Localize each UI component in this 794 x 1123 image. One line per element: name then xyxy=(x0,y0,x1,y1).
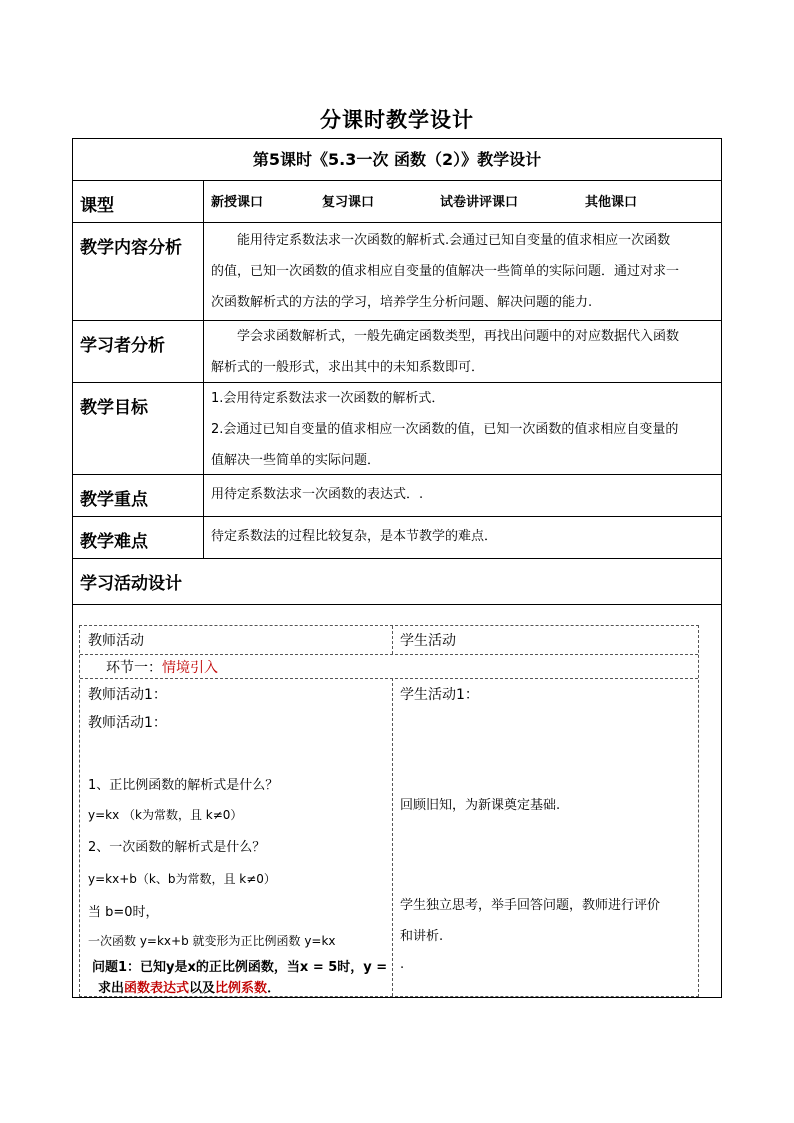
key-points-row xyxy=(73,475,721,517)
question-1-answer: y=kx （k为常数，且 k≠0） xyxy=(88,808,243,822)
student-activity-1: 学生活动1： xyxy=(400,687,479,703)
lesson-title: 第5课时《5.3一次 函数（2）》教学设计 xyxy=(252,150,542,169)
teacher-activity-1b: 教师活动1： xyxy=(88,715,167,731)
learner-line-1: 学会求函数解析式，一般先确定函数类型，再找出问题中的对应数据代入函数 xyxy=(237,329,680,344)
question-1: 1、正比例函数的解析式是什么？ xyxy=(88,778,279,793)
difficulties-row xyxy=(73,517,721,559)
objective-line-1: 1.会用待定系数法求一次函数的解析式． xyxy=(211,391,445,406)
student-review-text: 回顾旧知，为新课奠定基础. xyxy=(400,798,561,813)
problem-1-line-2 xyxy=(98,977,280,996)
function-expression: 函数表达式 xyxy=(124,981,190,996)
problem-mid: 以及 xyxy=(189,981,216,996)
activity-design-label: 学习活动设计 xyxy=(80,574,182,594)
objective-line-3: 值解决一些简单的实际问题． xyxy=(211,453,381,468)
document-title: 分课时教学设计 xyxy=(320,108,474,132)
teacher-activity-header: 教师活动 xyxy=(88,633,144,649)
course-type-row xyxy=(73,181,721,223)
activity-design-row xyxy=(73,559,721,605)
option-exam-review-lesson[interactable]: 试卷讲评课口 xyxy=(440,195,519,210)
lesson-plan-table xyxy=(72,138,722,998)
problem-end: ． xyxy=(267,981,281,996)
learner-analysis-label: 学习者分析 xyxy=(80,336,165,356)
learner-line-2: 解析式的一般形式，求出其中的未知系数即可． xyxy=(211,360,485,375)
content-analysis-text xyxy=(211,225,715,318)
objectives-label: 教学目标 xyxy=(80,398,148,418)
key-points-text: 用待定系数法求一次函数的表达式．. xyxy=(211,487,424,502)
question-2: 2、一次函数的解析式是什么？ xyxy=(88,840,266,855)
problem-1-line-1: 问题1：已知y是x的正比例函数，当x = 5时，y = xyxy=(92,960,388,975)
student-dot: . xyxy=(400,957,405,972)
lesson-title-row xyxy=(73,139,721,181)
key-points-label: 教学重点 xyxy=(80,490,148,510)
option-review-lesson[interactable]: 复习课口 xyxy=(322,195,375,210)
student-activity-header: 学生活动 xyxy=(400,633,456,649)
problem-prefix: 求出 xyxy=(98,981,125,996)
student-think-line-1: 学生独立思考，举手回答问题，教师进行评价 xyxy=(400,898,661,913)
content-line-1: 能用待定系数法求一次函数的解析式.会通过已知自变量的值求相应一次函数 xyxy=(237,233,671,248)
course-type-label: 课型 xyxy=(80,196,114,216)
activity-column-divider xyxy=(392,678,393,996)
learner-analysis-row xyxy=(73,321,721,383)
activity-column-divider-top xyxy=(392,626,393,654)
objective-line-2: 2.会通过已知自变量的值求相应一次函数的值，已知一次函数的值求相应自变量的 xyxy=(211,422,679,437)
content-analysis-row xyxy=(73,223,721,321)
teacher-activity-1: 教师活动1： xyxy=(88,687,167,703)
content-line-2: 的值，已知一次函数的值求相应自变量的值解决一些简单的实际问题．通过对求一 xyxy=(211,264,680,279)
content-line-3: 次函数解析式的方法的学习，培养学生分析问题、解决问题的能力. xyxy=(211,295,593,310)
student-think-line-2: 和讲析. xyxy=(400,929,444,944)
when-b-zero: 当 b=0时， xyxy=(88,905,159,920)
question-2-answer: y=kx+b（k、b为常数，且 k≠0） xyxy=(88,872,276,886)
content-analysis-label: 教学内容分析 xyxy=(80,238,182,258)
objectives-row xyxy=(73,383,721,475)
activity-table xyxy=(79,625,699,997)
activity-header-divider xyxy=(80,654,698,655)
option-new-lesson[interactable]: 新授课口 xyxy=(211,195,264,210)
section-name: 情境引入 xyxy=(162,660,218,676)
option-other-lesson[interactable]: 其他课口 xyxy=(585,195,638,210)
becomes-proportional: 一次函数 y=kx+b 就变形为正比例函数 y=kx xyxy=(88,934,336,948)
objectives-text xyxy=(211,383,715,476)
difficulties-text: 待定系数法的过程比较复杂，是本节教学的难点． xyxy=(211,529,498,544)
learner-analysis-text xyxy=(211,321,715,383)
activity-section-divider xyxy=(80,678,698,679)
difficulties-label: 教学难点 xyxy=(80,532,148,552)
section-prefix: 环节一： xyxy=(106,660,162,676)
section-heading xyxy=(106,657,218,677)
proportional-coefficient: 比例系数 xyxy=(215,981,268,996)
